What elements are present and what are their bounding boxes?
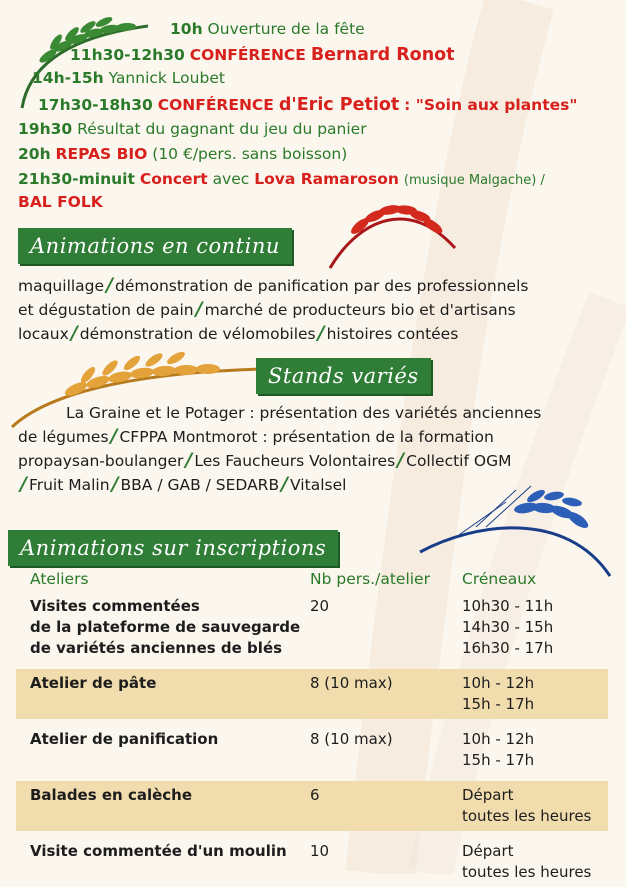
slash-icon: / <box>317 322 325 344</box>
nb-cell: 6 <box>310 786 320 804</box>
nb-cell: 10 <box>310 842 330 860</box>
program-label: REPAS BIO <box>55 145 148 163</box>
creneau-line: Départ <box>462 786 514 804</box>
table-header <box>16 570 608 592</box>
section-title-continu: Animations en continu <box>18 228 292 264</box>
stands-item: CFPPA Montmorot : présentation de la formation <box>119 428 494 446</box>
stands-item: propaysan-boulanger <box>18 452 184 470</box>
nb-cell: 20 <box>310 597 330 615</box>
program-time: 10h <box>170 20 203 38</box>
program-text: Résultat du gagnant du jeu du panier <box>77 120 367 138</box>
atelier-line: Atelier de panification <box>30 730 219 748</box>
creneaux-cell <box>462 596 608 659</box>
header-nb: Nb pers./atelier <box>310 570 430 588</box>
slash-icon: / <box>106 274 114 296</box>
slash-icon: / <box>70 322 78 344</box>
creneau-line: 15h - 17h <box>462 695 535 713</box>
continu-item: démonstration de vélomobiles <box>79 325 316 343</box>
atelier-cell <box>16 596 310 659</box>
stands-item: Les Faucheurs Volontaires <box>194 452 396 470</box>
continu-item: locaux <box>18 325 69 343</box>
table-row <box>16 669 608 719</box>
creneau-line: 16h30 - 17h <box>462 639 554 657</box>
stands-item: BBA / GAB / SEDARB <box>120 476 280 494</box>
atelier-cell <box>16 841 310 883</box>
table-row <box>16 592 608 663</box>
program-name: d'Eric Petiot <box>278 95 400 115</box>
program-line-7 <box>18 170 545 188</box>
program-time: 17h30-18h30 <box>38 96 153 114</box>
nb-cell: 8 (10 max) <box>310 730 393 748</box>
continu-item: marché de producteurs bio et d'artisans <box>204 301 516 319</box>
slash-icon: / <box>185 449 193 471</box>
creneau-line: 15h - 17h <box>462 751 535 769</box>
slash-icon: / <box>110 425 118 447</box>
creneau-line: 10h30 - 11h <box>462 597 554 615</box>
atelier-line: Visite commentée d'un moulin <box>30 842 287 860</box>
nb-cell: 8 (10 max) <box>310 674 393 692</box>
program-text: (10 €/pers. sans boisson) <box>152 145 348 163</box>
program-line-2 <box>70 45 455 65</box>
program-line-6 <box>18 145 347 163</box>
continu-item: et dégustation de pain <box>18 301 194 319</box>
slash-icon: / <box>20 473 27 495</box>
program-line-4 <box>38 95 577 115</box>
creneaux-cell <box>462 841 608 883</box>
atelier-line: Visites commentées <box>30 597 200 615</box>
program-time: 20h <box>18 145 51 163</box>
creneau-line: toutes les heures <box>462 863 592 881</box>
program-time: 19h30 <box>18 120 73 138</box>
program-text: Ouverture de la fête <box>207 20 365 38</box>
continu-item: maquillage <box>18 277 105 295</box>
creneau-line: toutes les heures <box>462 807 592 825</box>
program-text: avec <box>212 170 250 188</box>
blue-wheat-icon <box>416 482 616 582</box>
program-time: 14h-15h <box>32 69 104 87</box>
creneau-line: 14h30 - 15h <box>462 618 554 636</box>
creneau-line: 10h - 12h <box>462 674 535 692</box>
program-label: CONFÉRENCE <box>157 96 274 114</box>
inscriptions-table <box>16 570 608 887</box>
table-row <box>16 725 608 775</box>
continu-item: histoires contées <box>326 325 459 343</box>
atelier-line: de variétés anciennes de blés <box>30 639 283 657</box>
creneaux-cell <box>462 729 608 771</box>
section-title-stands: Stands variés <box>256 358 431 394</box>
stands-item: Fruit Malin <box>28 476 110 494</box>
red-wheat-icon <box>320 188 460 288</box>
stands-item: La Graine et le Potager : présentation des variétés anciennes <box>66 404 542 422</box>
program-time: 11h30-12h30 <box>70 46 185 64</box>
table-row <box>16 837 608 887</box>
stands-paragraph <box>18 402 618 497</box>
atelier-cell <box>16 785 310 827</box>
program-label: Concert <box>139 170 208 188</box>
table-row <box>16 781 608 831</box>
creneaux-cell <box>462 673 608 715</box>
header-creneaux: Créneaux <box>462 570 537 588</box>
stands-item: de légumes <box>18 428 109 446</box>
atelier-cell <box>16 673 310 715</box>
program-name: Lova Ramaroson <box>254 170 399 188</box>
creneau-line: Départ <box>462 842 514 860</box>
slash-icon: / <box>397 449 405 471</box>
slash-icon: / <box>111 473 119 495</box>
continu-item: démonstration de panification par des professionnels <box>115 277 529 295</box>
slash-icon: / <box>281 473 289 495</box>
atelier-cell <box>16 729 310 771</box>
program-line-5 <box>18 120 367 138</box>
section-title-inscriptions: Animations sur inscriptions <box>8 530 338 566</box>
creneau-line: 10h - 12h <box>462 730 535 748</box>
atelier-line: Atelier de pâte <box>30 674 157 692</box>
continu-paragraph <box>18 274 608 346</box>
slash-icon: / <box>195 298 203 320</box>
atelier-line: Balades en calèche <box>30 786 193 804</box>
program-line-1 <box>170 20 365 38</box>
program-note: (musique Malgache) / <box>403 173 545 188</box>
program-line-7-tail: BAL FOLK <box>18 193 103 211</box>
program-extra: : "Soin aux plantes" <box>404 96 578 114</box>
program-label: CONFÉRENCE <box>189 46 306 64</box>
stands-item: Collectif OGM <box>406 452 512 470</box>
program-line-3 <box>32 69 225 87</box>
header-ateliers: Ateliers <box>30 570 89 588</box>
atelier-line: de la plateforme de sauvegarde <box>30 618 301 636</box>
stands-item: Vitalsel <box>290 476 347 494</box>
program-name: Bernard Ronot <box>310 45 455 65</box>
program-text: Yannick Loubet <box>108 69 225 87</box>
program-time: 21h30-minuit <box>18 170 135 188</box>
creneaux-cell <box>462 785 608 827</box>
